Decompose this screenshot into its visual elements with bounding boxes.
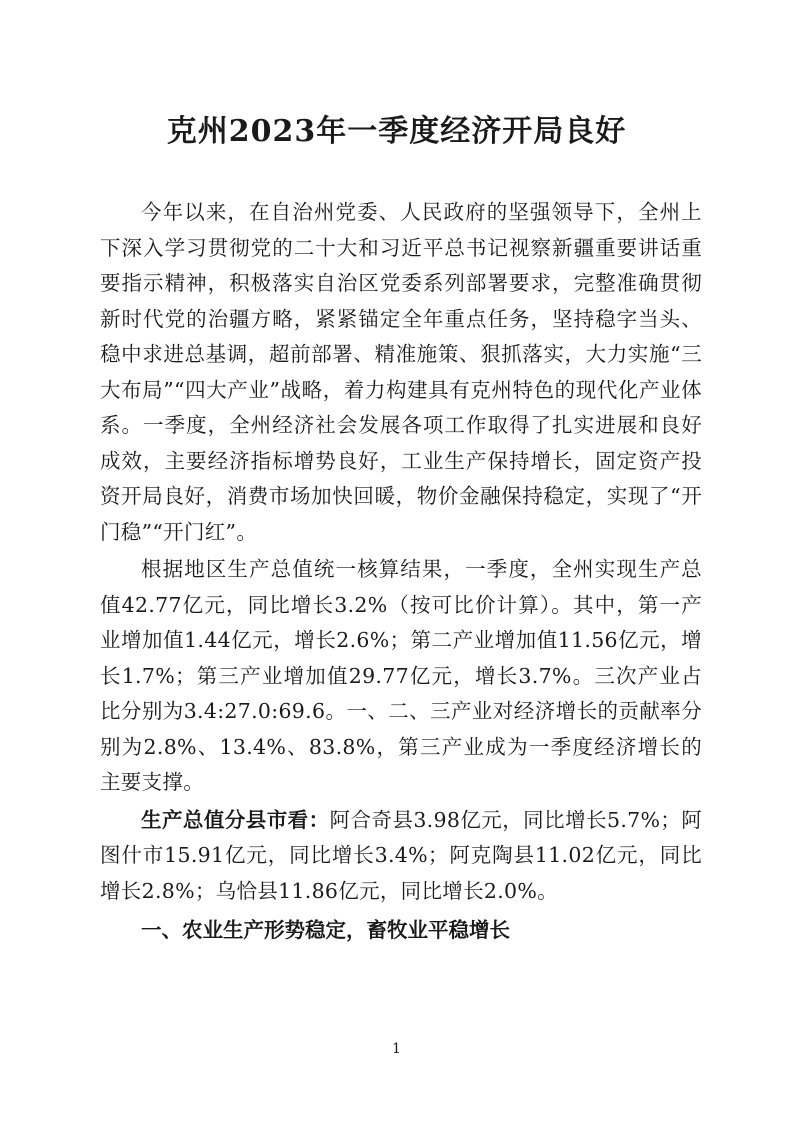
section-heading: 一、农业生产形势稳定，畜牧业平稳增长 xyxy=(141,918,510,942)
paragraph-text: 根据地区生产总值统一核算结果，一季度，全州实现生产总值42.77亿元，同比增长3.2%（按可比价计算）。其中，第一产业增加值1.44亿元，增长2.6%；第二产业增加值11.56亿元，增长1.7%；第三产业增加值29.77亿元，增长3.7%。三次产业占比分别为3.4:27.0:69.6。一、二、三产业对经济增长的贡献率分别为2.8%、13.4%、83.8%，第三产业成为一季度经济增长的主要支撑。 xyxy=(100,557,702,794)
document-title: 克州2023年一季度经济开局良好 xyxy=(166,114,627,149)
gdp-paragraph xyxy=(100,552,702,801)
paragraph-lead: 生产总值分县市看： xyxy=(141,807,330,832)
page-number: 1 xyxy=(392,1041,401,1057)
intro-paragraph xyxy=(100,195,702,550)
paragraph-text: 今年以来，在自治州党委、人民政府的坚强领导下，全州上下深入学习贯彻党的二十大和习近平总书记视察新疆重要讲话重要指示精神，积极落实自治区党委系列部署要求，完整准确贯彻新时代党的治疆方略，紧紧锚定全年重点任务，坚持稳字当头、稳中求进总基调，超前部署、精准施策、狠抓落实，大力实施“三大布局”“四大产业”战略，着力构建具有克州特色的现代化产业体系。一季度，全州经济社会发展各项工作取得了扎实进展和良好成效，主要经济指标增势良好，工业生产保持增长，固定资产投资开局良好，消费市场加快回暖，物价金融保持稳定，实现了“开门稳”“开门红”。 xyxy=(100,200,702,544)
paragraph-text: 阿合奇县3.98亿元，同比增长5.7%；阿图什市15.91亿元，同比增长3.4%；阿克陶县11.02亿元，同比增长2.8%；乌恰县11.86亿元，同比增长2.0%。 xyxy=(100,807,703,903)
document-body xyxy=(100,195,702,949)
county-gdp-paragraph xyxy=(100,803,702,910)
